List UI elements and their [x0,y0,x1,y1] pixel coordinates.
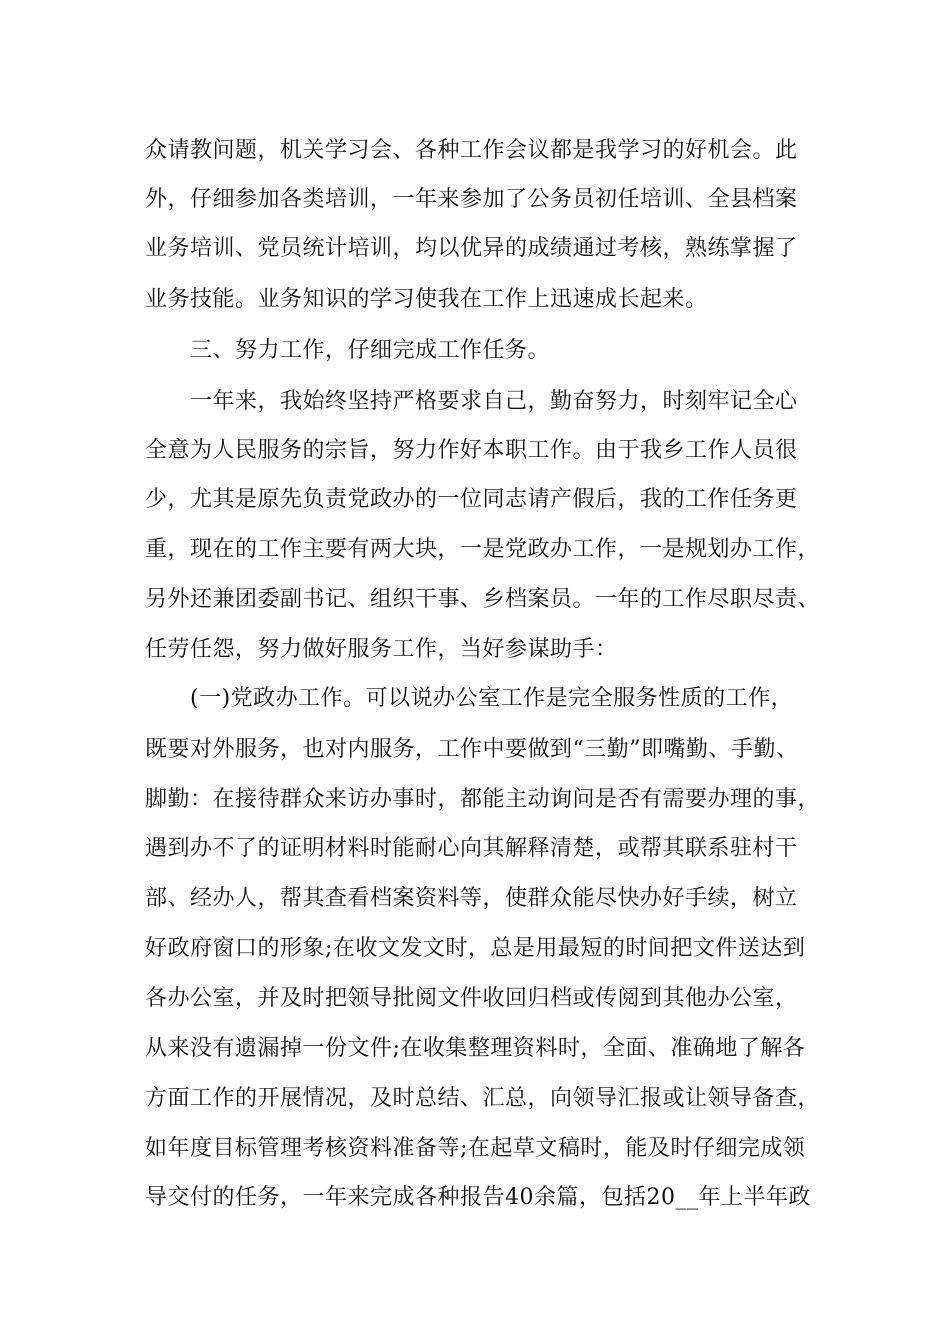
text-line: 好政府窗口的形象;在收文发文时，总是用最短的时间把文件送达到 [145,936,806,961]
text-line: 如年度目标管理考核资料准备等;在起草文稿时，能及时仔细完成领 [145,1136,806,1161]
text-line: 全意为人民服务的宗旨，努力作好本职工作。由于我乡工作人员很 [145,438,798,463]
subsection-line: (一)党政办工作。可以说办公室工作是完全服务性质的工作， [190,686,794,711]
text-line: 一年来，我始终坚持严格要求自己，勤奋努力，时刻牢记全心 [190,389,798,414]
text-line: 导交付的任务，一年来完成各种报告40余篇，包括20__年上半年政 [145,1185,811,1210]
text-line: 业务技能。业务知识的学习使我在工作上迅速成长起来。 [145,287,708,312]
text-line: 众请教问题，机关学习会、各种工作会议都是我学习的好机会。此 [145,138,798,163]
text-line: 从来没有遗漏掉一份文件;在收集整理资料时，全面、准确地了解各 [145,1036,806,1061]
text-line: 任劳任怨，努力做好服务工作，当好参谋助手： [145,637,618,662]
text-line: 另外还兼团委副书记、组织干事、乡档案员。一年的工作尽职尽责、 [145,587,821,612]
text-line: 业务培训、党员统计培训，均以优异的成绩通过考核，熟练掌握了 [145,236,798,261]
section-heading: 三、努力工作，仔细完成工作任务。 [190,338,551,363]
text-line: 既要对外服务，也对内服务，工作中要做到“三勤”即嘴勤、手勤、 [145,737,799,762]
text-line: 部、经办人，帮其查看档案资料等，使群众能尽快办好手续，树立 [145,886,798,911]
text-line: 遇到办不了的证明材料时能耐心向其解释清楚，或帮其联系驻村干 [145,836,798,861]
text-line: 各办公室，并及时把领导批阅文件收回归档或传阅到其他办公室， [145,986,798,1011]
text-line: 方面工作的开展情况，及时总结、汇总，向领导汇报或让领导备查， [145,1086,821,1111]
text-line: 重，现在的工作主要有两大块，一是党政办工作，一是规划办工作， [145,537,821,562]
text-line: 外，仔细参加各类培训，一年来参加了公务员初任培训、全县档案 [145,187,798,212]
text-line: 脚勤：在接待群众来访办事时，都能主动询问是否有需要办理的事， [145,787,821,812]
text-line: 少，尤其是原先负责党政办的一位同志请产假后，我的工作任务更 [145,487,798,512]
